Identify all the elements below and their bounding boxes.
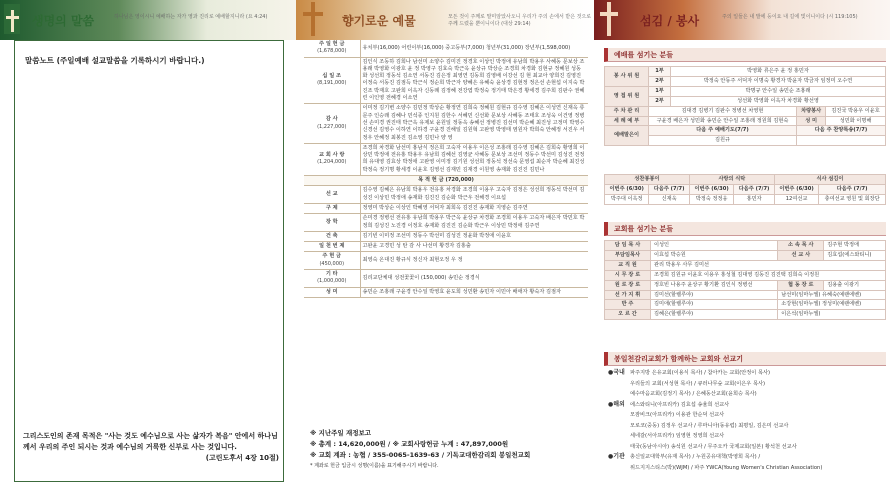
staff-row: 원 로 장 로 정호빈 나용주 윤상구 황기환 김인식 정병선 협 동 장 로 김용출 이광기 <box>605 280 886 290</box>
offering-row <box>304 214 588 232</box>
server-row: 봉 사 위 원 1부 박영화 류은주 윤 정 홍민자 <box>605 67 886 77</box>
leaf-icon <box>2 0 28 40</box>
verse-reference: (고린도후서 4장 10절) <box>205 454 279 462</box>
header-verse: 모든 것이 주께로 말미암았사오니 우리가 주의 손에서 받은 것으로 주께 드렸을 뿐이니이다 (대상 29:14) <box>448 14 592 27</box>
worship-servers-table <box>604 66 886 146</box>
closing-verse <box>23 431 279 464</box>
mission-line: 세네갈(서아프리카) 임영현 정영희 선교사 <box>630 433 725 439</box>
offering-label: 기 타 (1,000,000) <box>304 270 360 288</box>
offering-label: 교 회 사 랑 (1,204,000) <box>304 143 360 175</box>
offering-names: 고완윤 고경민 성 탄 감 사 나선미 황경자 김홍출 <box>360 242 588 252</box>
mission-line: 위드지지스티스(박)(WJM) / 파주 YWCA(Young Women's Christian Association) <box>630 464 823 471</box>
offering-label: 주 일 헌 금 (1,678,000) <box>304 40 360 57</box>
bank-account: ※ 교회 계좌 : 농협 / 355-0065-1639-63 / 기독교대한감리회 봉일천교회 <box>310 451 531 459</box>
offering-row <box>304 104 588 143</box>
offering-names: 조경희 차경화 남선미 홍남식 정은희 고숙자 이용우 이은성 조홍래 김수영 김혜은 김희숙 황영희 이상민 박정애 전유홍 박용우 유남희 김혜선 김영균 사혜동 문보상 조선미 정동수 박선미 김성진 전정희 유대영 김효상 박정애 고완영 이미정 김기원 성선희 정동석 정선숙 문영섭 최순자 박순혜 최진성 박정숙 정기명 황세경 이윤호 김영선 김재민 김재경 이원영 송재화 김진진 김민나 <box>360 143 588 175</box>
staff-row: 시 무 장 로 조경희 김원규 이윤호 이용우 홍성철 김대영 김동진 김진택 김희숙 이정원 <box>605 270 886 280</box>
page-title: 생명의 말씀 <box>32 14 95 28</box>
missions-list <box>608 368 884 473</box>
offering-table <box>304 40 588 298</box>
offering-label: 구 제 <box>304 203 360 213</box>
server-row: 2부 박정숙 안동주 서덕자 이명숙 황경자 박윤자 박금자 임정미 오수연 <box>605 76 886 86</box>
offering-row <box>304 252 588 270</box>
offering-names: 김기빈 이미정 조선미 정동수 박선미 김성진 정윤화 박정애 이윤호 <box>360 231 588 241</box>
church-staff-table <box>604 240 886 320</box>
mission-line: ●국내 파주지방 은유교회(이용식 목사) / 참아카는 교회(안정이 목사) <box>608 369 771 376</box>
offering-row <box>304 40 588 57</box>
offering-label: 건 축 <box>304 231 360 241</box>
verse-text: 그리스도인의 존재 목적은 "사는 것도 예수님으로 사는 삶자가 복음" 안에서 하나님께서 우리의 주인 되시는 것과 예수님의 거룩한 신부로 사는 것입니다. <box>23 432 278 451</box>
panel1-header <box>0 0 296 40</box>
offering-label: 주 현 금 (450,000) <box>304 252 360 270</box>
offering-row <box>304 242 588 252</box>
note-title: 말씀노트 (주일예배 설교말씀을 기록하시기 바랍니다.) <box>25 56 205 65</box>
mission-line: 태국(동남아시아) 송석원 선교사 / 무주오카 국제교회(일본) 황석천 선교사 <box>630 443 797 450</box>
offering-label: 일 천 번 제 <box>304 242 360 252</box>
offering-panel <box>296 0 594 492</box>
offering-label: 감 사 (1,227,000) <box>304 104 360 143</box>
service-panel <box>594 0 890 492</box>
report-total: ※ 총계 : 14,620,000원 / ※ 교회사랑헌금 누계 : 47,897,000원 <box>310 440 509 448</box>
account-note: * 계좌로 헌금 입금시 성명(이름)을 표기해주시기 바랍니다. <box>310 463 439 469</box>
staff-row: 선 가 지 휘 김미선(할렐루야) 남선미(임마누엘) 유혜숙(예랜에벤) <box>605 290 886 300</box>
mission-line: 우리들의 교회(서성현 목사) / 큐러나무숲 교회(이은우 목사) <box>630 380 765 387</box>
offering-row <box>304 203 588 213</box>
staff-row: 담 임 목 사 이성인 소 속 목 사 김주현 박정애 <box>605 241 886 251</box>
staff-row: 부담임목사 이효섭 박승원 선 교 사 김효섭(에스와티니) <box>605 250 886 260</box>
server-row: 영 접 위 원 1부 박명규 안수일 송민순 조홍래 <box>605 86 886 96</box>
offering-names: 김리교단체대 성전꽃꽃이 (150,000) 송민순 정경식 <box>360 270 588 288</box>
offering-row <box>304 231 588 241</box>
offering-row <box>304 186 588 204</box>
offering-row <box>304 176 588 186</box>
cross-icon <box>300 0 326 40</box>
server-row: 2부 성선화 박영화 이옥자 차경화 황선영 <box>605 96 886 106</box>
server-row: 예배말은이 다음 주 예배기도(7/7) 다음 주 찬양특송(7/7) <box>605 126 886 136</box>
offering-label: 선 교 <box>304 186 360 204</box>
offering-names: 이미정 김기변 소양수 김민정 박상순 황정연 김희숙 정혜원 김현규 김수영 김혜은 이성연 신재옥 류문주 인승래 김혜나 민석종 인지원 김한수 서혜민 신선화 문보상 사혜동 조태호 조성욱 이건영 정병선 손미경 권진태 박근옥 유제보 윤원일 정동옥 송혜선 정병진 김선미 박순혜 최진성 고정미 박영수 신경선 김영수 이하연 이하경 구윤경 진해일 김원혁 고완영 박영태 염원자 박희숙 안혜정 서진우 서정우 안혜정 최봉진 김소영 김민나 양 영 <box>360 104 588 143</box>
section-church-staff: 교회를 섬기는 분들 <box>604 222 886 236</box>
note-box[interactable] <box>14 40 284 482</box>
mission-line: ●기관 총신일교대학부(유재 목사) / 누원공유대책(박영희 목사) / <box>608 453 761 460</box>
purpose-offering-head: 목 적 헌 금 (720,000) <box>304 176 588 186</box>
mission-line: 모로코(중동) 김정우 선교사 / 루마니아(동유럽) 최평일, 김은미 선교사 <box>630 422 789 429</box>
staff-row: 오 르 간 김혜은(할렐루야) 이은석(임마누엘) <box>605 310 886 320</box>
offering-names: 정영미 박상순 이상인 박혜영 서덕자 최희옥 김진진 송재화 지영순 김주연 <box>360 203 588 213</box>
meal-grid: 성찬봉봉이 사랑의 식탁 식사 섬김이 이번주 (6/30) 다음주 (7/7) 이번주 (6/30) 다음주 (7/7) 이번주 (6/30) 다음주 (7/7) 박주대 이옥정 신재욱 박정숙 정정웅 홍민자 12여선교 충여선교 영원 및 회장단 <box>604 174 886 205</box>
server-row: 김원규 <box>605 136 886 146</box>
section-worship-servers: 예배를 섬기는 분들 <box>604 48 886 62</box>
offering-label: 십 일 조 (8,191,000) <box>304 57 360 104</box>
offering-row <box>304 57 588 104</box>
page-title: 향기로운 예물 <box>342 14 416 28</box>
sermon-note-panel <box>0 0 296 492</box>
header-verse: 주의 일들은 내 발에 등이요 내 길에 빛이니이다 (시 119:105) <box>722 14 858 20</box>
offering-row <box>304 143 588 175</box>
staff-row: 반 주 김미애(할렐루야) 소강현(임마누엘) 정성미(예랜에벤) <box>605 300 886 310</box>
offering-names: 유치부(16,000) 어린이부(16,000) 중고등부(7,000) 청년부(31,000) 장년부(1,598,000) <box>360 40 588 57</box>
panel2-header <box>296 0 594 40</box>
report-title: ※ 지난주일 재정보고 <box>310 429 372 437</box>
finance-report <box>310 428 586 472</box>
offering-row <box>304 287 588 297</box>
staff-row: 교 직 원 관리 박용우 사무 김미선 <box>605 260 886 270</box>
offering-names: 손미경 정병선 전유홍 유남희 박용우 박근옥 윤상규 차경화 조경희 이용우 고숙자 배은자 박민호 박정희 김성진 노진경 이정호 송재화 김진진 김순화 박근우 이상민 박정애 김주연 <box>360 214 588 232</box>
mission-line: ●해외 에스와티니(아프리카) 김효섭 송율희 선교사 <box>608 400 730 408</box>
offering-label: 장 학 <box>304 214 360 232</box>
section-missions: 봉일천감리교회가 함께하는 교회와 선교기 <box>604 352 886 366</box>
page-title: 섬김 / 봉사 <box>640 14 700 28</box>
offering-names: 김인식 조동하 김희나 남선미 소양수 김미진 정경호 이상인 박정애 유남희 박용우 사혜동 문보상 조용래 박영화 이광호 윤 정 박영구 김효숙 박근옥 윤상규 박상순 조경희 차경화 김현규 정혜원 성동화 성선희 정동석 김소연 서동진 김은정 최영연 김동희 김영배 이강선 김 현 최교아 양희진 김영진 이정숙 서동진 김점득 박근식 정순희 박근자 양혜은 유혜숙 윤상경 김현정 정은선 손현섭 이지숙 박진조 박재호 고완희 이옥자 신동례 김정혜 전강엽 박정숙 정기태 박은경 황세경 김주희 김판수 권혜린 이인영 전혜경 이소연 <box>360 57 588 104</box>
mission-line: 모잠비크(아프리카) 이용관 한순덕 선교사 <box>630 412 725 418</box>
panel3-header <box>594 0 890 40</box>
header-verse: 하나님은 영이시니 예배하는 자가 영과 진리로 예배할지니라 (요 4:24) <box>114 14 268 20</box>
offering-names: 최영숙 온대진 황규식 정신자 최현오정 우 정 <box>360 252 588 270</box>
mission-line: 예수마음교회(김정기 목사) / 은혜동산교회(윤희승 목사) <box>630 391 757 397</box>
offering-label: 성 미 <box>304 287 360 297</box>
cross-icon <box>596 0 622 40</box>
server-row: 세 례 예 부 구윤경 배은자 성민화 송민순 안수일 조홍래 정원희 김현숙 성 미 성민화 이명해 <box>605 116 886 126</box>
offering-names: 송민순 조홍래 구윤경 안수일 박영효 윤도희 성민환 송민자 이민아 배애자 황숙자 김점자 <box>360 287 588 297</box>
offering-names: 김수영 김혜은 유남희 박용우 전유홍 차경화 조경희 이용우 고숙자 김정은 성선희 정동석 박선미 김성진 이상민 박정애 송재화 김진진 김순화 박근우 전해경 이요섭 <box>360 186 588 204</box>
offering-row <box>304 270 588 288</box>
server-row: 주 차 관 리 김대경 김병기 김판수 정병선 차영현 차량봉사 김진국 박용우 이윤호 <box>605 106 886 116</box>
